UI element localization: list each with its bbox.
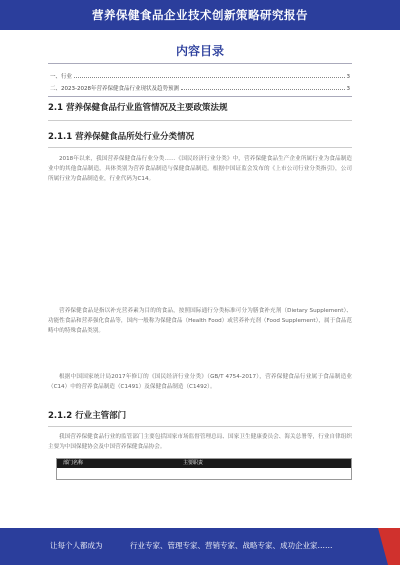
subsection-heading: 2.1.1 营养保健食品所处行业分类情况 (48, 132, 195, 142)
table-header (57, 459, 351, 468)
toc-item[interactable] (50, 71, 350, 81)
footer-accent (378, 528, 388, 565)
toc-item-label: 二、2023-2028年营养保健食品行业现状及趋势预测 (50, 86, 179, 92)
toc-dots (181, 83, 345, 90)
toc-bottom-rule (48, 96, 352, 97)
toc-item[interactable] (50, 83, 350, 93)
regulator-table (56, 458, 352, 480)
section-rule (48, 120, 352, 121)
report-header: 营养保健食品企业技术创新策略研究报告 (0, 0, 400, 30)
body-paragraph: 根据中国国家统计局2017年修订的《国民经济行业分类》（GB/T 4754-2017），营养保健食品行业属于食品制造业（C14）中的营养食品制造（C1491）及保健食品制造（C1492）。 (48, 374, 352, 391)
footer-accent-bar (388, 528, 400, 565)
body-paragraph: 2018年以来，我国营养保健食品行业分类……《国民经济行业分类》中，营养保健食品生产企业所属行业为食品制造业中的其他食品制造，具体类别为营养食品制造与保健食品制造。根据中国证监会发布的《上市公司行业分类指引》，公司所属行业为食品制造业，行业代码为C14。 (48, 156, 352, 183)
body-paragraph: 营养保健食品是指以补充营养素为目的的食品，按照国际通行分类标准可分为膳食补充剂（Dietary Supplement）、功能性食品和营养强化食品等，国内一般称为保健食品（Health Food）或营养补充剂（Food Supplement），属于食品范畴中的特殊食品类别。 (48, 308, 352, 335)
section-rule (48, 147, 352, 148)
footer-banner (0, 528, 400, 565)
toc-item-page: 3 (346, 74, 350, 80)
toc-dots (74, 71, 344, 78)
toc-item-page: 3 (346, 86, 350, 92)
body-paragraph: 我国营养保健食品行业的监管部门主要包括国家市场监督管理总局、国家卫生健康委员会、海关总署等，行业自律组织主要为中国保健协会及中国营养保健食品协会。 (48, 434, 352, 451)
subsection-heading: 2.1.2 行业主管部门 (48, 411, 127, 421)
toc-item-label: 一、行业 (50, 74, 73, 80)
section-heading: 2.1 营养保健食品行业监管情况及主要政策法规 (48, 103, 228, 113)
footer-slogan-left: 让每个人都成为 (50, 541, 103, 550)
toc-top-rule (48, 63, 352, 64)
footer-slogan-right: 行业专家、管理专家、营销专家、战略专家、成功企业家…… (130, 541, 333, 550)
table-col-header: 主要职责 (183, 460, 204, 466)
section-rule (48, 426, 352, 427)
toc-title: 内容目录 (175, 44, 224, 58)
table-col-header: 部门名称 (63, 460, 84, 466)
